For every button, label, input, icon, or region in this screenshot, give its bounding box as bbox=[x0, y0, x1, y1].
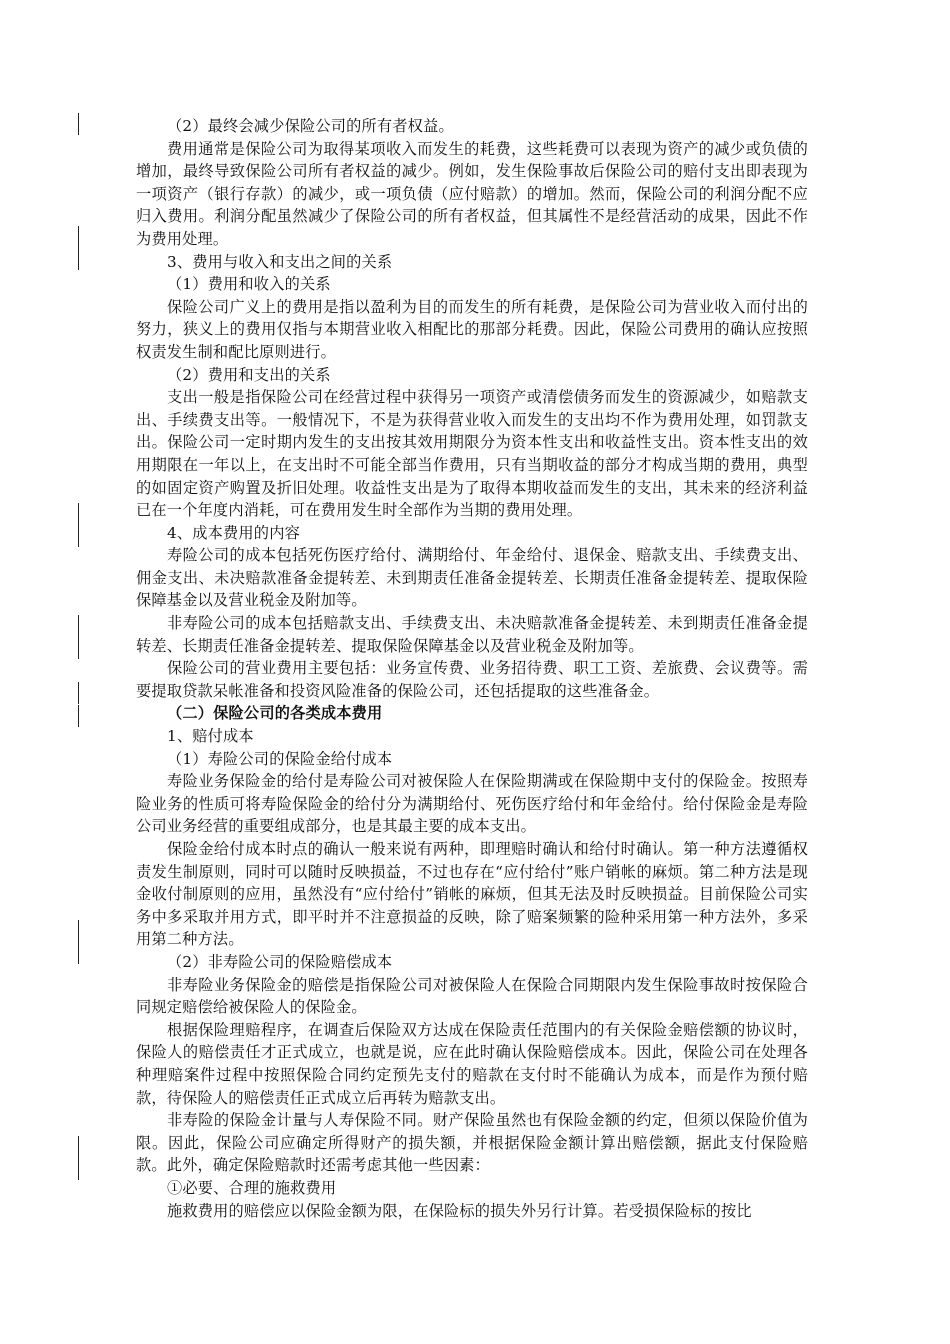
revision-bar bbox=[78, 920, 79, 942]
list-item-heading: ①必要、合理的施救费用 bbox=[167, 1178, 337, 1197]
paragraph: 保险金给付成本时点的确认一般来说有两种，即理赔时确认和给付时确认。第一种方法遵循权责发生制原则，同时可以随时反映损益，不过也存在“应付给付”账户销帐的麻烦。第二种方法是现金收付制原则的应用，虽然没有“应付给付”销帐的麻烦，但其无法及时反映损益。目前保险公司实务中多采取并用方式，即平时并不注意损益的反映，除了赔案频繁的险种采用第一种方法外，多采用第二种方法。 bbox=[136, 840, 808, 949]
revision-bar bbox=[78, 1136, 79, 1158]
paragraph: 非寿险的保险金计量与人寿保险不同。财产保险虽然也有保险金额的约定，但须以保险价值为限。因此，保险公司应确定所得财产的损失额，并根据保险金额计算出赔偿额，据此支付保险赔款。此外，确定保险赔款时还需考虑其他一些因素： bbox=[136, 1111, 808, 1175]
revision-bar bbox=[78, 682, 79, 704]
revision-bar bbox=[78, 637, 79, 659]
subsection-heading: （1）寿险公司的保险金给付成本 bbox=[167, 749, 393, 768]
paragraph: 非寿险公司的成本包括赔款支出、手续费支出、未决赔款准备金提转差、未到期责任准备金提转差、长期责任准备金提转差、提取保险保障基金以及营业税金及附加等。 bbox=[136, 614, 808, 655]
paragraph: 保险公司的营业费用主要包括：业务宣传费、业务招待费、职工工资、差旅费、会议费等。需要提取贷款呆帐准备和投资风险准备的保险公司，还包括提取的这些准备金。 bbox=[136, 659, 808, 700]
chapter-heading: （二）保险公司的各类成本费用 bbox=[167, 704, 383, 723]
revision-bar bbox=[78, 615, 79, 637]
paragraph: 寿险业务保险金的给付是寿险公司对被保险人在保险期满或在保险期中支付的保险金。按照寿险业务的性质可将寿险保险金的给付分为满期给付、死伤医疗给付和年金给付。给付保险金是寿险公司业务经营的重要组成部分，也是其最主要的成本支出。 bbox=[136, 772, 808, 836]
revision-bar bbox=[78, 942, 79, 964]
revision-bar bbox=[78, 1158, 79, 1180]
revision-bar bbox=[78, 226, 79, 248]
document-body bbox=[136, 115, 808, 1222]
revision-bar bbox=[78, 113, 79, 135]
paragraph: （2）最终会减少保险公司的所有者权益。 bbox=[167, 117, 454, 135]
paragraph: 保险公司广义上的费用是指以盈利为目的而发生的所有耗费，是保险公司为营业收入而付出的努力，狭义上的费用仅指与本期营业收入相配比的那部分耗费。因此，保险公司费用的确认应按照权责发生制和配比原则进行。 bbox=[136, 297, 808, 361]
paragraph: 寿险公司的成本包括死伤医疗给付、满期给付、年金给付、退保金、赔款支出、手续费支出、佣金支出、未决赔款准备金提转差、未到期责任准备金提转差、长期责任准备金提转差、提取保险保障基金以及营业税金及附加等。 bbox=[136, 546, 808, 610]
paragraph: 施救费用的赔偿应以保险金额为限，在保险标的损失外另行计算。若受损保险标的按比 bbox=[167, 1201, 752, 1220]
revision-bar bbox=[78, 248, 79, 270]
section-heading: 1、赔付成本 bbox=[167, 727, 254, 746]
revision-bar bbox=[78, 705, 79, 727]
subsection-heading: （2）非寿险公司的保险赔偿成本 bbox=[167, 952, 393, 971]
section-heading: 3、费用与收入和支出之间的关系 bbox=[167, 252, 393, 271]
subsection-heading: （1）费用和收入的关系 bbox=[167, 275, 331, 294]
revision-bar bbox=[78, 503, 79, 525]
paragraph: 支出一般是指保险公司在经营过程中获得另一项资产或清偿债务而发生的资源减少，如赔款支出、手续费支出等。一般情况下，不是为获得营业收入而发生的支出均不作为费用处理，如罚款支出。保险公司一定时期内发生的支出按其效用期限分为资本性支出和收益性支出。资本性支出的效用期限在一年以上，在支出时不可能全部当作费用，只有当期收益的部分才构成当期的费用，典型的如固定资产购置及折旧处理。收益性支出是为了取得本期收益而发生的支出，其未来的经济利益已在一个年度内消耗，可在费用发生时全部作为当期的费用处理。 bbox=[136, 388, 808, 520]
paragraph: 费用通常是保险公司为取得某项收入而发生的耗费，这些耗费可以表现为资产的减少或负债的增加，最终导致保险公司所有者权益的减少。例如，发生保险事故后保险公司的赔付支出即表现为一项资产（银行存款）的减少，或一项负债（应付赔款）的增加。然而，保险公司的利润分配不应归入费用。利润分配虽然减少了保险公司的所有者权益，但其属性不是经营活动的成果，因此不作为费用处理。 bbox=[136, 139, 808, 248]
paragraph: 非寿险业务保险金的赔偿是指保险公司对被保险人在保险合同期限内发生保险事故时按保险合同规定赔偿给被保险人的保险金。 bbox=[136, 975, 808, 1017]
section-heading: 4、成本费用的内容 bbox=[167, 523, 300, 542]
revision-bar bbox=[78, 525, 79, 547]
subsection-heading: （2）费用和支出的关系 bbox=[167, 365, 331, 384]
paragraph: 根据保险理赔程序，在调查后保险双方达成在保险责任范围内的有关保险金赔偿额的协议时，保险人的赔偿责任才正式成立，也就是说，应在此时确认保险赔偿成本。因此，保险公司在处理各种理赔案件过程中按照保险合同约定预先支付的赔款在支付时不能确认为成本，而是作为预付赔款，待保险人的赔偿责任正式成立后再转为赔款支出。 bbox=[136, 1020, 808, 1107]
